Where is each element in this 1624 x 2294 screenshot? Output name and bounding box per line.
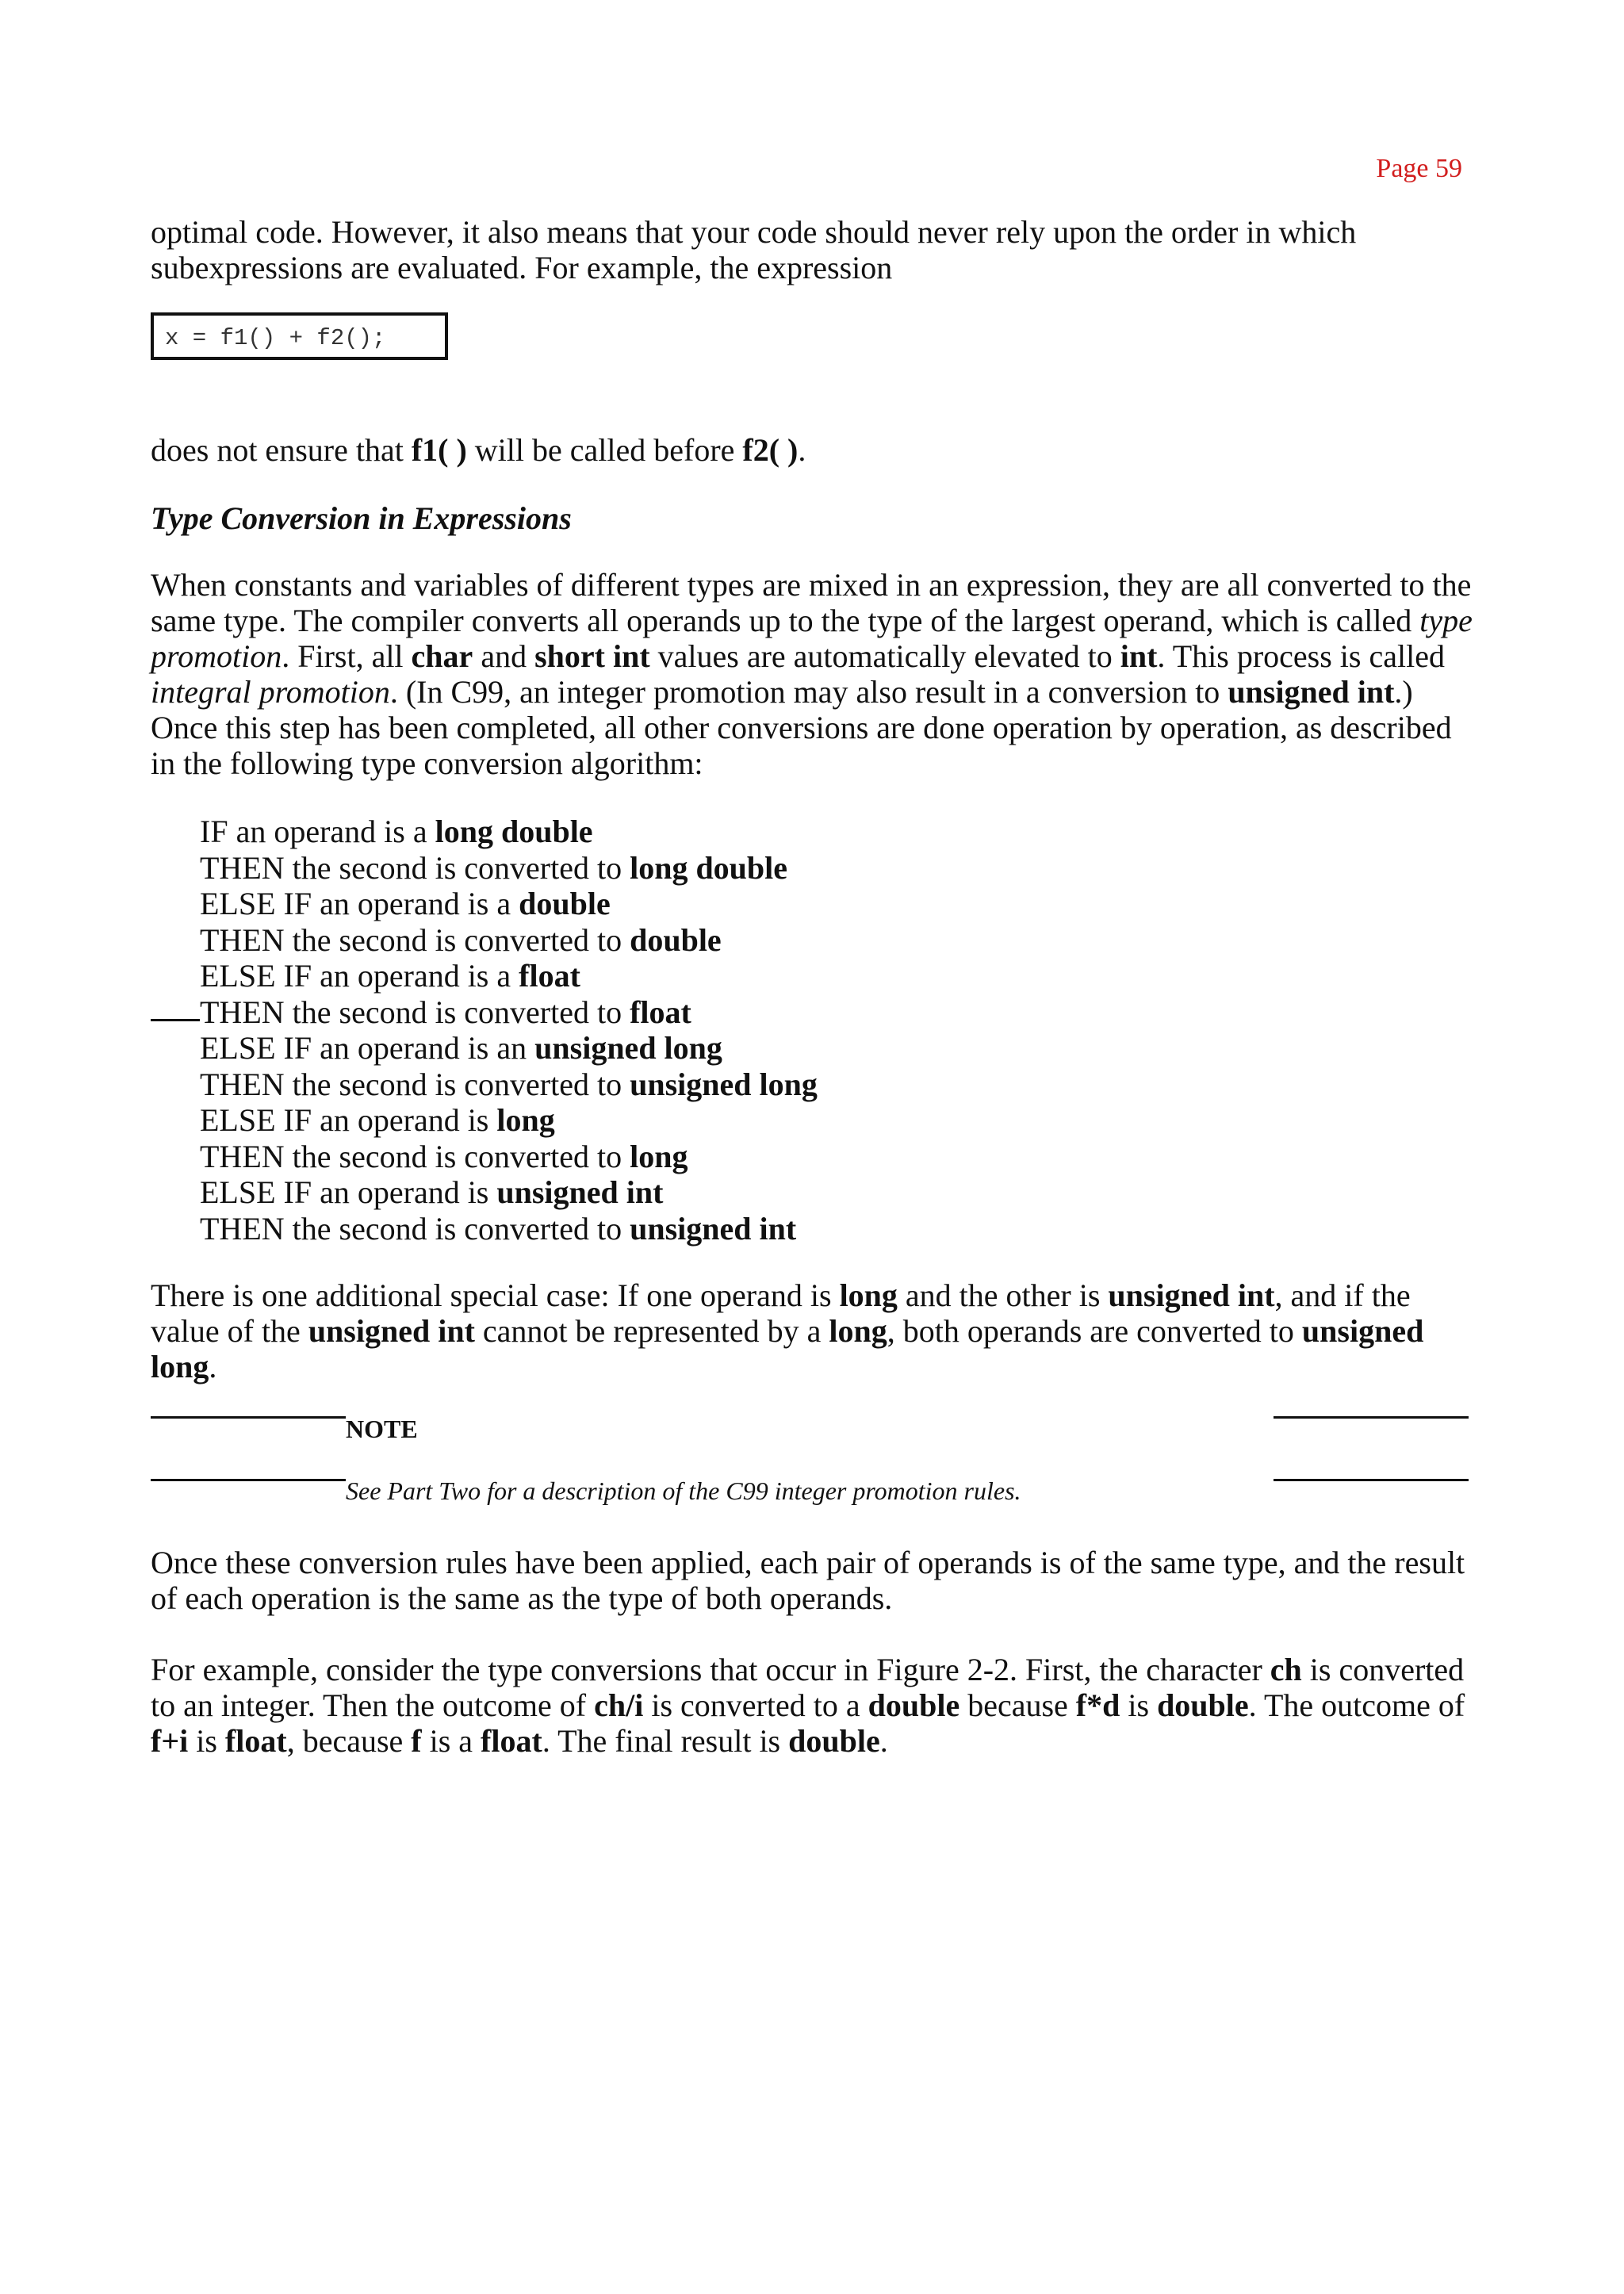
note-rule-top-left <box>151 1416 346 1419</box>
step-text: THEN the second is converted to <box>200 1066 630 1102</box>
step-text: ELSE IF an operand is <box>200 1102 497 1138</box>
evaluation-order-paragraph <box>151 432 1475 468</box>
text-run: There is one additional special case: If one operand is <box>151 1277 840 1313</box>
bold-term: f+i <box>151 1723 189 1759</box>
text-run: is <box>1120 1687 1158 1723</box>
text-run: . The final result is <box>542 1723 789 1759</box>
example-paragraph <box>151 1652 1475 1759</box>
section-heading: Type Conversion in Expressions <box>151 500 572 536</box>
algorithm-step <box>200 1174 818 1211</box>
italic-term: type promotion <box>151 603 1473 674</box>
step-type: long <box>496 1102 555 1138</box>
bold-term: unsigned long <box>151 1313 1424 1384</box>
step-type: unsigned int <box>496 1174 664 1210</box>
result-paragraph: Once these conversion rules have been applied, each pair of operands is of the same type, and the result of each operation is the same as the type of both operands. <box>151 1545 1465 1616</box>
step-type: double <box>519 886 611 921</box>
step-type: unsigned long <box>534 1030 722 1066</box>
bold-term: unsigned int <box>308 1313 475 1349</box>
text-run: cannot be represented by a <box>474 1313 829 1349</box>
step-type: unsigned int <box>630 1210 797 1247</box>
bold-term: f*d <box>1075 1687 1120 1723</box>
step-type: unsigned long <box>630 1066 818 1102</box>
step-text: THEN the second is converted to <box>200 994 630 1030</box>
step-type: float <box>519 958 580 994</box>
text-run: , because <box>286 1723 412 1759</box>
step-text: ELSE IF an operand is an <box>200 1030 535 1066</box>
text-run: .) Once this step has been completed, all other conversions are done operation by operation, as described in the following type conversion algorithm: <box>151 674 1452 781</box>
note-rule-bottom-right <box>1274 1479 1469 1481</box>
change-bar-dash <box>151 1019 200 1021</box>
step-text: IF an operand is a <box>200 814 435 849</box>
text-run: values are automatically elevated to <box>649 638 1120 674</box>
step-type: double <box>630 921 722 958</box>
text-run: When constants and variables of different types are mixed in an expression, they are all converted to the same type. The compiler converts all operands up to the type of the largest operand, which is called <box>151 567 1472 638</box>
text-run: For example, consider the type conversions that occur in Figure 2-2. First, the character <box>151 1652 1270 1687</box>
code-example-box <box>151 312 448 360</box>
text-run: and the other is <box>897 1277 1109 1313</box>
bold-term: short int <box>534 638 650 674</box>
bold-term: double <box>868 1687 960 1723</box>
text-run: is converted to a <box>643 1687 868 1723</box>
algorithm-step <box>200 886 818 922</box>
bold-term: ch <box>1270 1652 1302 1687</box>
bold-term: unsigned int <box>1228 674 1395 710</box>
step-text: ELSE IF an operand is a <box>200 958 519 994</box>
step-type: long <box>630 1138 688 1174</box>
text-run: . This process is called <box>1157 638 1445 674</box>
text-run: . The outcome of <box>1248 1687 1465 1723</box>
note-rule-top-right <box>1274 1416 1469 1419</box>
text-run: . <box>209 1349 217 1384</box>
conversion-paragraph <box>151 567 1475 781</box>
bold-term: int <box>1120 638 1158 674</box>
bold-term: char <box>411 638 473 674</box>
text-run: does not ensure that <box>151 432 412 468</box>
text-run: . <box>798 432 806 468</box>
text-run: . (In C99, an integer promotion may also result in a conversion to <box>389 674 1228 710</box>
note-text: See Part Two for a description of the C99 integer promotion rules. <box>346 1476 1021 1505</box>
text-run: . <box>879 1723 888 1759</box>
algorithm-step <box>200 1211 818 1247</box>
step-text: THEN the second is converted to <box>200 1138 630 1174</box>
text-run: because <box>959 1687 1076 1723</box>
bold-term: ch/i <box>594 1687 644 1723</box>
conversion-algorithm <box>200 814 818 1247</box>
bold-term: unsigned int <box>1108 1277 1275 1313</box>
algorithm-step <box>200 1139 818 1175</box>
algorithm-step <box>200 994 818 1031</box>
step-text: ELSE IF an operand is <box>200 1174 497 1210</box>
text-run: and <box>473 638 535 674</box>
step-text: THEN the second is converted to <box>200 921 630 958</box>
text-run: , and if the value of the <box>151 1277 1411 1349</box>
text-run: , both operands are converted to <box>887 1313 1302 1349</box>
bold-term: long <box>829 1313 887 1349</box>
text-run: . First, all <box>282 638 412 674</box>
bold-term: float <box>481 1723 542 1759</box>
text-run: is a <box>421 1723 481 1759</box>
special-case-paragraph <box>151 1277 1475 1384</box>
algorithm-step <box>200 814 818 850</box>
step-type: long double <box>630 849 788 886</box>
italic-term: integral promotion <box>151 674 390 710</box>
algorithm-step <box>200 1067 818 1103</box>
step-text: THEN the second is converted to <box>200 1210 630 1247</box>
algorithm-step <box>200 1030 818 1067</box>
step-text: THEN the second is converted to <box>200 849 630 886</box>
step-type: long double <box>435 814 593 849</box>
bold-term: f2( ) <box>742 432 799 468</box>
step-text: ELSE IF an operand is a <box>200 886 519 921</box>
bold-term: f1( ) <box>411 432 467 468</box>
note-rule-bottom-left <box>151 1479 346 1481</box>
code-line: x = f1() + f2(); <box>165 325 386 351</box>
algorithm-step <box>200 922 818 959</box>
text-run: will be called before <box>466 432 743 468</box>
algorithm-step <box>200 850 818 887</box>
text-run: is <box>188 1723 225 1759</box>
page-number: Page 59 <box>1376 154 1462 183</box>
intro-paragraph: optimal code. However, it also means that your code should never rely upon the order in which subexpressions are evaluated. For example, the expression <box>151 214 1357 285</box>
bold-term: float <box>224 1723 287 1759</box>
algorithm-step <box>200 958 818 994</box>
text-run: is converted to an integer. Then the outcome of <box>151 1652 1465 1723</box>
algorithm-step <box>200 1102 818 1139</box>
bold-term: f <box>411 1723 422 1759</box>
bold-term: long <box>839 1277 898 1313</box>
bold-term: double <box>788 1723 880 1759</box>
note-title: NOTE <box>346 1415 418 1443</box>
step-type: float <box>630 994 691 1030</box>
bold-term: double <box>1157 1687 1249 1723</box>
